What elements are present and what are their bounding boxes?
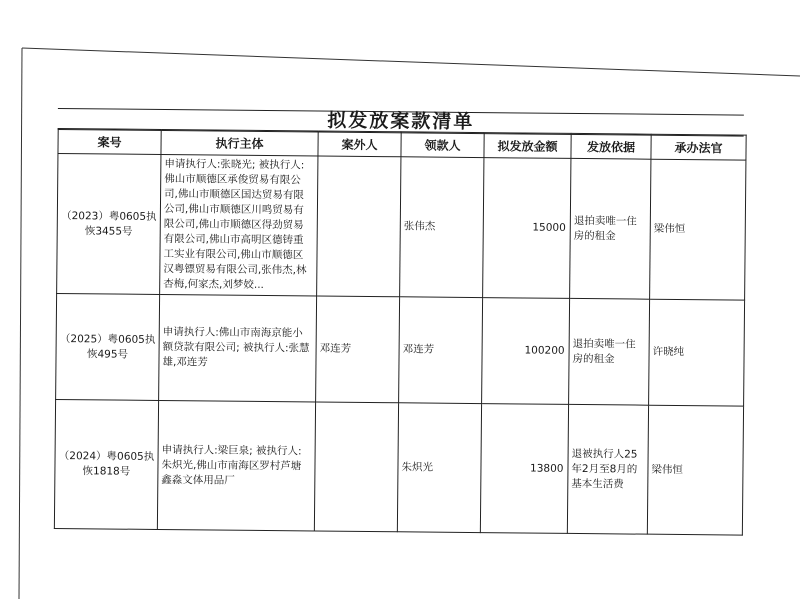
- execution-subject-cell: 申请执行人:佛山市南海京能小额贷款有限公司; 被执行人:张慧雄,邓连芳: [159, 294, 317, 402]
- amount-cell: 13800: [480, 404, 568, 534]
- table-row: [56, 293, 745, 406]
- column-header-judge: 承办法官: [651, 134, 746, 160]
- page-title: 拟发放案款清单: [327, 109, 475, 133]
- column-header-basis: 发放依据: [571, 133, 651, 159]
- table-row: [57, 154, 746, 301]
- column-header-case-no: 案号: [58, 129, 161, 155]
- payee-cell: 朱炽光: [397, 403, 481, 533]
- outsider-cell: 邓连芳: [316, 296, 400, 403]
- column-header-outsider: 案外人: [318, 131, 401, 157]
- column-header-payee: 领款人: [401, 132, 484, 158]
- column-header-subject: 执行主体: [161, 129, 318, 156]
- payment-table: [54, 128, 747, 536]
- case-number-cell: （2025）粤0605执恢495号: [56, 293, 160, 400]
- execution-subject-cell: 申请执行人:梁巨泉; 被执行人:朱炽光,佛山市南海区罗村芦塘鑫淼文体用品厂: [157, 400, 315, 531]
- amount-cell: 15000: [483, 158, 571, 299]
- judge-cell: 许晓纯: [649, 299, 745, 406]
- basis-cell: 退拍卖唯一住房的租金: [569, 298, 650, 405]
- payee-cell: 邓连芳: [399, 297, 483, 404]
- amount-cell: 100200: [482, 298, 570, 405]
- outsider-cell: [314, 402, 398, 532]
- outsider-cell: [317, 156, 401, 297]
- judge-cell: 梁伟恒: [647, 405, 743, 535]
- basis-cell: 退拍卖唯一住房的租金: [570, 158, 651, 299]
- payee-cell: 张伟杰: [400, 157, 484, 298]
- execution-subject-cell: 申请执行人:张晓光; 被执行人:佛山市顺德区承俊贸易有限公司,佛山市顺德区国达贸易有限公司,佛山市顺德区川鸣贸易有限公司,佛山市顺德区得劲贸易有限公司,佛山市高明区德铸重工实业有限公司,佛山市顺德区汉粤镖贸易有限公司,张伟杰,林杏梅,何家杰,刘梦姣...: [160, 154, 318, 296]
- case-number-cell: （2024）粤0605执恢1818号: [54, 399, 158, 529]
- basis-cell: 退被执行人25年2月至8月的基本生活费: [567, 404, 648, 534]
- column-header-amount: 拟发放金额: [484, 133, 571, 159]
- table-row: [54, 399, 743, 535]
- case-number-cell: （2023）粤0605执恢3455号: [57, 154, 161, 295]
- judge-cell: 梁伟恒: [650, 159, 746, 300]
- case-payment-document: [54, 98, 758, 545]
